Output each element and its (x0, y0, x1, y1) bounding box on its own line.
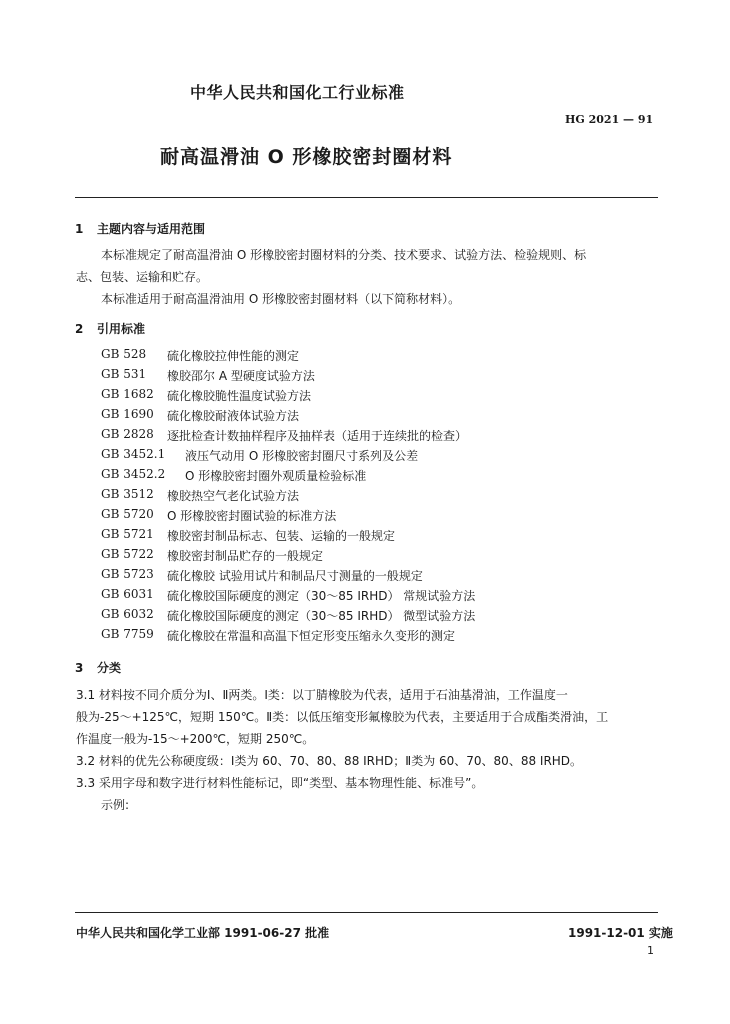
reference-item (101, 347, 661, 365)
reference-item (101, 447, 661, 465)
clause-3-2: 3.2 材料的优先公称硬度级：Ⅰ类为 60、70、80、88 IRHD；Ⅱ类为 60、70、80、88 IRHD。 (76, 754, 583, 768)
reference-title: 橡胶密封制品贮存的一般规定 (167, 549, 324, 563)
section-3-number: 3 (75, 661, 84, 675)
section-1-title: 主题内容与适用范围 (97, 222, 206, 236)
reference-title: 硫化橡胶耐液体试验方法 (167, 409, 300, 423)
reference-code: GB 6031 (101, 587, 154, 601)
reference-item (101, 367, 661, 385)
reference-item (101, 527, 661, 545)
section-2-title: 引用标准 (97, 322, 146, 336)
section-1-paragraph-2: 本标准适用于耐高温滑油用 O 形橡胶密封圈材料（以下简称材料）。 (101, 292, 461, 306)
header-divider (75, 197, 658, 198)
page-number: 1 (647, 944, 654, 957)
reference-item (101, 427, 661, 445)
reference-item (101, 567, 661, 585)
reference-item (101, 547, 661, 565)
reference-title: 橡胶邵尔 A 型硬度试验方法 (167, 369, 315, 383)
reference-title: O 形橡胶密封圈试验的标准方法 (167, 509, 337, 523)
reference-title: 硫化橡胶国际硬度的测定（30～85 IRHD） 微型试验方法 (167, 609, 476, 623)
reference-title: 橡胶热空气老化试验方法 (167, 489, 300, 503)
reference-code: GB 1690 (101, 407, 154, 421)
reference-code: GB 3452.2 (101, 467, 166, 481)
reference-code: GB 6032 (101, 607, 154, 621)
reference-item (101, 507, 661, 525)
reference-title: 液压气动用 O 形橡胶密封圈尺寸系列及公差 (185, 449, 419, 463)
reference-title: 硫化橡胶拉伸性能的测定 (167, 349, 300, 363)
section-3-title: 分类 (97, 661, 122, 675)
reference-code: GB 528 (101, 347, 147, 361)
clause-3-1-line-2: 般为-25～+125℃，短期 150℃。Ⅱ类：以低压缩变形氟橡胶为代表，主要适用于合成酯类滑油，工 (76, 710, 609, 724)
reference-code: GB 7759 (101, 627, 154, 641)
reference-code: GB 1682 (101, 387, 154, 401)
clause-3-1-line-1: 3.1 材料按不同介质分为Ⅰ、Ⅱ两类。Ⅰ类：以丁腈橡胶为代表，适用于石油基滑油，工作温度一 (76, 688, 568, 702)
section-3-heading (75, 659, 121, 676)
reference-item (101, 487, 661, 505)
approval-statement: 中华人民共和国化学工业部 1991-06-27 批准 (76, 926, 330, 940)
implementation-date: 1991-12-01 实施 (568, 926, 673, 940)
reference-code: GB 5723 (101, 567, 154, 581)
reference-title: O 形橡胶密封圈外观质量检验标准 (185, 469, 367, 483)
reference-title: 硫化橡胶脆性温度试验方法 (167, 389, 312, 403)
reference-code: GB 5720 (101, 507, 154, 521)
reference-item (101, 467, 661, 485)
reference-item (101, 627, 661, 645)
reference-code: GB 3452.1 (101, 447, 166, 461)
reference-title: 硫化橡胶国际硬度的测定（30～85 IRHD） 常规试验方法 (167, 589, 476, 603)
reference-title: 逐批检查计数抽样程序及抽样表（适用于连续批的检查） (167, 429, 468, 443)
section-1-heading (75, 220, 205, 237)
reference-code: GB 531 (101, 367, 147, 381)
reference-title: 橡胶密封制品标志、包装、运输的一般规定 (167, 529, 396, 543)
reference-code: GB 5722 (101, 547, 154, 561)
reference-code: GB 2828 (101, 427, 154, 441)
reference-item (101, 407, 661, 425)
section-2-number: 2 (75, 322, 84, 336)
section-2-heading (75, 320, 145, 337)
reference-title: 硫化橡胶 试验用试片和制品尺寸测量的一般规定 (167, 569, 423, 583)
issuing-organization: 中华人民共和国化工行业标准 (190, 83, 405, 102)
reference-code: GB 3512 (101, 487, 154, 501)
example-label: 示例: (101, 798, 130, 812)
section-1-paragraph-1-line-1: 本标准规定了耐高温滑油 O 形橡胶密封圈材料的分类、技术要求、试验方法、检验规则、标 (101, 248, 587, 262)
clause-3-3: 3.3 采用字母和数字进行材料性能标记，即“类型、基本物理性能、标准号”。 (76, 776, 484, 790)
reference-code: GB 5721 (101, 527, 154, 541)
standard-code: HG 2021 — 91 (565, 113, 654, 126)
clause-3-1-line-3: 作温度一般为-15～+200℃，短期 250℃。 (76, 732, 315, 746)
footer-divider (75, 912, 658, 913)
section-1-number: 1 (75, 222, 84, 236)
reference-title: 硫化橡胶在常温和高温下恒定形变压缩永久变形的测定 (167, 629, 456, 643)
reference-item (101, 607, 661, 625)
section-1-paragraph-1-line-2: 志、包装、运输和贮存。 (76, 270, 209, 284)
reference-item (101, 387, 661, 405)
reference-item (101, 587, 661, 605)
document-title: 耐高温滑油 O 形橡胶密封圈材料 (160, 146, 453, 168)
